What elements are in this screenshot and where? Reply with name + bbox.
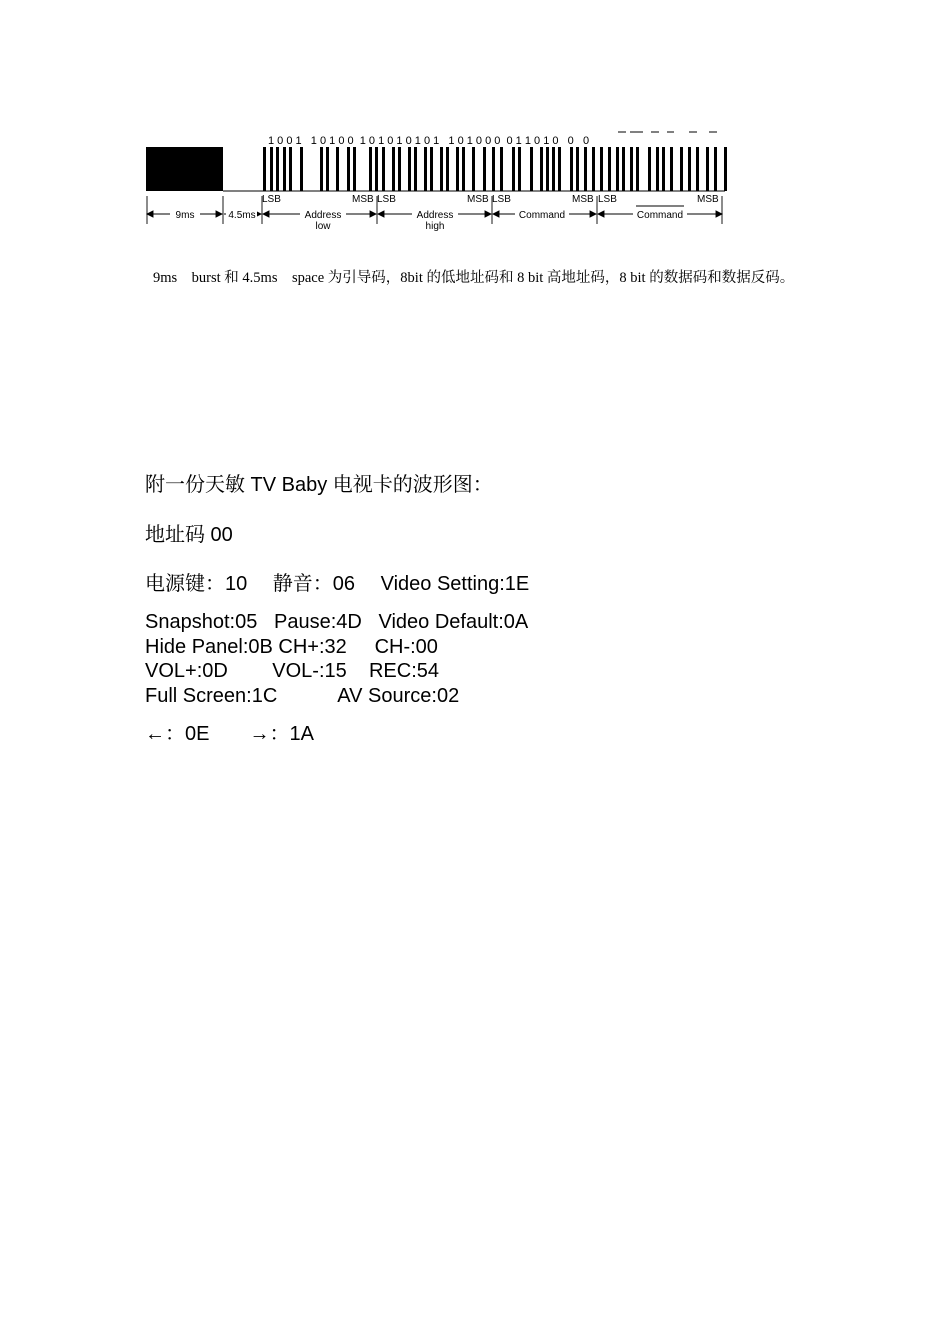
inverted-command-label: Command	[636, 210, 684, 221]
ir-pulse	[622, 147, 625, 191]
ir-pulse	[456, 147, 459, 191]
ir-pulse	[600, 147, 603, 191]
ir-pulse	[696, 147, 699, 191]
pulse-train	[263, 147, 727, 191]
ir-pulse	[670, 147, 673, 191]
ir-pulse	[353, 147, 356, 191]
ir-pulse	[662, 147, 665, 191]
ir-pulse	[326, 147, 329, 191]
ir-pulse	[289, 147, 292, 191]
ir-pulse	[688, 147, 691, 191]
ir-pulse	[706, 147, 709, 191]
ir-pulse	[530, 147, 533, 191]
ir-pulse	[636, 147, 639, 191]
lsb-label: LSB	[598, 194, 617, 205]
ir-pulse	[283, 147, 286, 191]
ir-pulse	[392, 147, 395, 191]
ir-pulse	[648, 147, 651, 191]
ir-pulse	[576, 147, 579, 191]
ir-pulse	[500, 147, 503, 191]
ir-pulse	[424, 147, 427, 191]
ir-pulse	[552, 147, 555, 191]
ir-pulse	[446, 147, 449, 191]
lsb-label: LSB	[262, 194, 281, 205]
ir-pulse	[512, 147, 515, 191]
key-code-row: Hide Panel:0B CH+:32 CH-:00	[145, 635, 438, 658]
msb-label: MSB	[352, 194, 374, 205]
address-low-label: Address	[304, 210, 342, 221]
ir-pulse	[408, 147, 411, 191]
ir-pulse	[398, 147, 401, 191]
ir-pulse	[270, 147, 273, 191]
ir-pulse	[472, 147, 475, 191]
key-code-row: VOL+:0D VOL-:15 REC:54	[145, 660, 440, 683]
ir-pulse	[263, 147, 266, 191]
ir-pulse	[440, 147, 443, 191]
address-code-line: 地址码 00	[145, 524, 233, 546]
ir-pulse	[414, 147, 417, 191]
key-code-list	[145, 610, 528, 709]
ir-pulse	[584, 147, 587, 191]
ir-pulse	[483, 147, 486, 191]
address-low-sublabel: low	[315, 221, 331, 232]
key-code-row: Snapshot:05 Pause:4D Video Default:0A	[145, 611, 529, 633]
ir-pulse	[375, 147, 378, 191]
msb-label: MSB	[697, 194, 719, 205]
ir-pulse	[714, 147, 717, 191]
intro-line: 附一份天敏 TV Baby 电视卡的波形图：	[145, 474, 493, 496]
ir-pulse	[369, 147, 372, 191]
address-high-sublabel: high	[425, 221, 445, 232]
address-high-label: Address	[416, 210, 454, 221]
ir-pulse	[630, 147, 633, 191]
ir-pulse	[540, 147, 543, 191]
leader-burst	[146, 147, 223, 191]
ir-pulse	[680, 147, 683, 191]
ir-pulse	[558, 147, 561, 191]
ir-pulse	[300, 147, 303, 191]
key-code-row: Full Screen:1C AV Source:02	[145, 685, 460, 708]
msb-label: MSB	[467, 194, 489, 205]
lsb-label: LSB	[492, 194, 511, 205]
command-label: Command	[518, 210, 566, 221]
burst-duration-label: 9ms	[175, 210, 195, 221]
ir-pulse	[518, 147, 521, 191]
ir-pulse	[320, 147, 323, 191]
key-code-line: 电源键：10 静音：06 Video Setting:1E	[145, 573, 530, 595]
ir-pulse	[546, 147, 549, 191]
ir-waveform-diagram	[140, 126, 740, 236]
lsb-label: LSB	[377, 194, 396, 205]
ir-pulse	[608, 147, 611, 191]
ir-pulse	[276, 147, 279, 191]
ir-pulse	[724, 147, 727, 191]
ir-pulse	[570, 147, 573, 191]
waveform-caption: 9ms burst 和 4.5ms space 为引导码，8bit 的低地址码和 8 bit 高地址码，8 bit 的数据码和数据反码。	[153, 270, 795, 286]
bit-row: 1 0 0 1 1 0 1 0 0 1 0 1 0 1 0 1 0 1 1 0 1 0 0 0 0 1 1 0 1 0 0 0	[268, 135, 590, 147]
ir-pulse	[656, 147, 659, 191]
ir-pulse	[336, 147, 339, 191]
arrow-keys-line: ←：0E →：1A	[145, 723, 314, 745]
space-duration-label: 4.5ms	[228, 210, 256, 221]
ir-pulse	[462, 147, 465, 191]
ir-pulse	[492, 147, 495, 191]
ir-pulse	[616, 147, 619, 191]
ir-pulse	[592, 147, 595, 191]
ir-pulse	[382, 147, 385, 191]
msb-label: MSB	[572, 194, 594, 205]
ir-pulse	[430, 147, 433, 191]
ir-pulse	[347, 147, 350, 191]
